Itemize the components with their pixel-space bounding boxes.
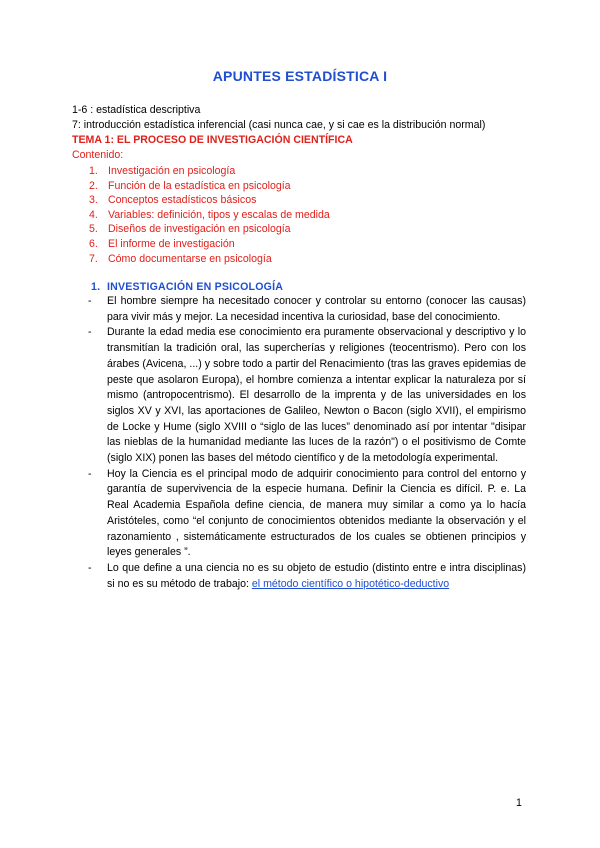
toc-item-label: Cómo documentarse en psicología [108,252,272,265]
bullet-item [88,294,526,325]
section-number: 1. [91,281,101,293]
toc-item [72,179,330,194]
toc-item [72,237,330,252]
intro-line-1: 1-6 : estadística descriptiva [72,104,201,116]
bullet-item [88,325,526,466]
scientific-method-link[interactable]: el método científico o hipotético-deductivo [251,577,450,590]
intro-block [72,103,485,163]
section-title: INVESTIGACIÓN EN PSICOLOGÍA [107,281,284,293]
table-of-contents [72,164,330,266]
toc-item-number: 4. [89,208,98,221]
toc-item-number: 7. [89,252,98,265]
bullet-dash: - [88,561,92,574]
bullet-item [88,467,526,561]
toc-item-label: Investigación en psicología [108,165,236,177]
toc-item-label: Conceptos estadísticos básicos [108,194,257,207]
bullet-dash: - [88,326,92,339]
bullet-dash: - [88,295,92,307]
toc-item-label: Diseños de investigación en psicología [108,223,291,236]
bullet-text: Lo que define a una ciencia no es su objeto de estudio (distinto entre e intra disciplinas) si no es su método de trabajo: [107,561,526,590]
toc-item [72,222,330,237]
contenido-label: Contenido: [72,149,124,161]
toc-item [72,193,330,208]
intro-line-2: 7: introducción estadística inferencial (casi nunca cae, y si cae es la distribución normal) [72,119,486,131]
toc-item-number: 2. [89,179,98,192]
bullet-text: El hombre siempre ha necesitado conocer y controlar su entorno (conocer las causas) para vivir más y mejor. La necesidad incentiva la curiosidad, base del conocimiento. [107,295,526,323]
toc-item [72,208,330,223]
toc-item-number: 1. [89,165,98,177]
bullet-item [88,561,526,592]
toc-item-number: 6. [89,237,98,250]
toc-item [72,164,330,179]
toc-item-label: El informe de investigación [108,237,235,250]
section-bullets [88,294,526,592]
toc-item-label: Variables: definición, tipos y escalas de medida [108,208,330,221]
page-number: 1 [516,797,522,809]
tema-heading: TEMA 1: EL PROCESO DE INVESTIGACIÓN CIENTÍFICA [72,134,353,146]
document-title: APUNTES ESTADÍSTICA I [212,68,388,84]
section-heading [91,281,283,293]
bullet-text: Durante la edad media ese conocimiento era puramente observacional y descriptivo y lo transmitían la tradición oral, las supercherías y religiones (teocentrismo). Pero con los árabes (Avicena, ...) y sobre todo a partir del Renacimiento (tras las graves epidemias de peste que asolaron Europa), el hombre comienza a intentar explicar la naturaleza por sí mismo (antropocentrismo). El desarrollo de la imprenta y de las universidades en los siglos XV y XVI, las aportaciones de Galileo, Newton o Bacon (siglo XVII), el empirismo de Locke y Hume (siglo XVIII o “siglo de las luces” denominado así por intentar "disipar las nieblas de la humanidad mediante las luces de la razón") o el positivismo de Comte (siglo XIX) ponen las bases del método científico y de la metodología experimental. [107,326,526,465]
toc-item-number: 5. [89,223,98,236]
toc-item-number: 3. [89,194,98,207]
bullet-dash: - [88,467,92,480]
bullet-text: Hoy la Ciencia es el principal modo de adquirir conocimiento para control del entorno y garantía de supervivencia de la especie humana. Definir la Ciencia es difícil. P. e. La Real Academia Española define ciencia, de manera muy similar a como ya lo hacía Aristóteles, como “el conjunto de conocimientos obtenidos mediante la observación y el razonamiento , sistemáticamente estructurados de los cuales se obtienen principios y leyes generales ”. [107,467,526,559]
toc-item [72,252,330,267]
toc-item-label: Función de la estadística en psicología [108,179,291,192]
